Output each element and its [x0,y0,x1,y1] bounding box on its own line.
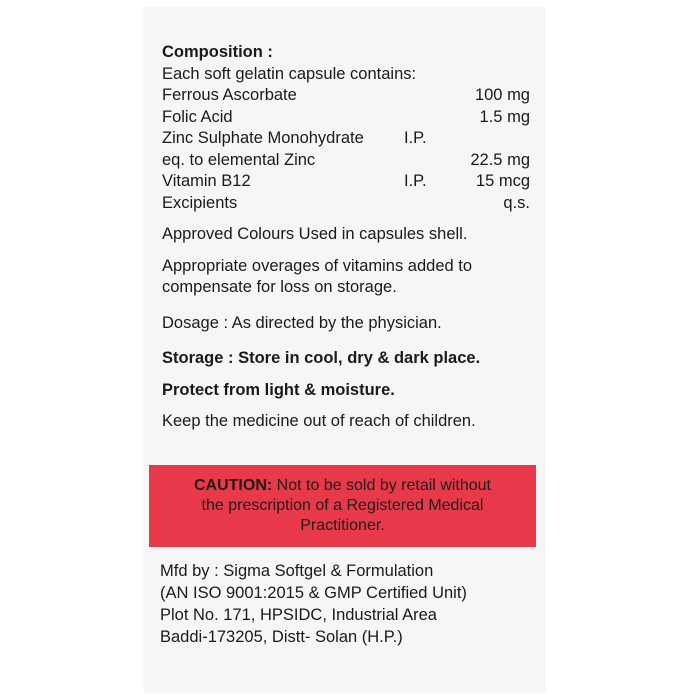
overages-line-1: Appropriate overages of vitamins added to [162,256,473,275]
ingredient-qty: 100 mg [474,86,530,104]
overages-line-2: compensate for loss on storage. [162,278,397,296]
ingredient-name: Vitamin B12 [162,172,251,190]
ingredient-qty: 22.5 mg [470,150,530,169]
ingredient-name: Excipients [162,193,238,212]
caution-heading: CAUTION: [193,477,273,494]
storage-text: Storage : Store in cool, dry & dark place. [162,349,481,367]
ingredient-name: Ferrous Ascorbate [162,86,297,104]
ingredient-ip: I.P. [404,172,427,190]
caution-line-1 [149,476,536,496]
manufacturer-line-1: Mfd by : Sigma Softgel & Formulation [160,562,434,580]
colours-note: Approved Colours Used in capsules shell. [162,225,468,243]
manufacturer-line-4: Baddi-173205, Distt- Solan (H.P.) [160,628,403,646]
caution-box [149,465,536,547]
protect-text: Protect from light & moisture. [162,380,395,399]
caution-text-2: the prescription of a Registered Medical [201,497,484,514]
medicine-label-panel [144,8,545,692]
ingredient-row [162,128,530,150]
ingredient-name: eq. to elemental Zinc [162,150,316,169]
ingredient-ip: I.P. [404,129,427,147]
ingredient-row [162,150,530,172]
children-warning: Keep the medicine out of reach of children. [162,412,476,430]
ingredient-name: Zinc Sulphate Monohydrate [162,129,364,147]
label-content [162,42,530,433]
ingredient-row [162,107,530,129]
composition-heading: Composition : [162,43,273,61]
ingredient-row [162,171,530,193]
ingredient-row [162,193,530,215]
dosage-text: Dosage : As directed by the physician. [162,313,442,332]
manufacturer-line-3: Plot No. 171, HPSIDC, Industrial Area [160,606,437,624]
ingredient-qty: q.s. [503,193,530,212]
ingredient-qty: 15 mcg [475,172,530,190]
composition-intro: Each soft gelatin capsule contains: [162,64,417,83]
ingredient-qty: 1.5 mg [479,107,530,126]
manufacturer-line-2: (AN ISO 9001:2015 & GMP Certified Unit) [160,584,467,602]
caution-text-1: Not to be sold by retail without [276,477,491,494]
ingredient-name: Folic Acid [162,107,233,126]
caution-text-3: Practitioner. [300,517,385,534]
manufacturer-block [160,560,540,648]
ingredient-row [162,85,530,107]
